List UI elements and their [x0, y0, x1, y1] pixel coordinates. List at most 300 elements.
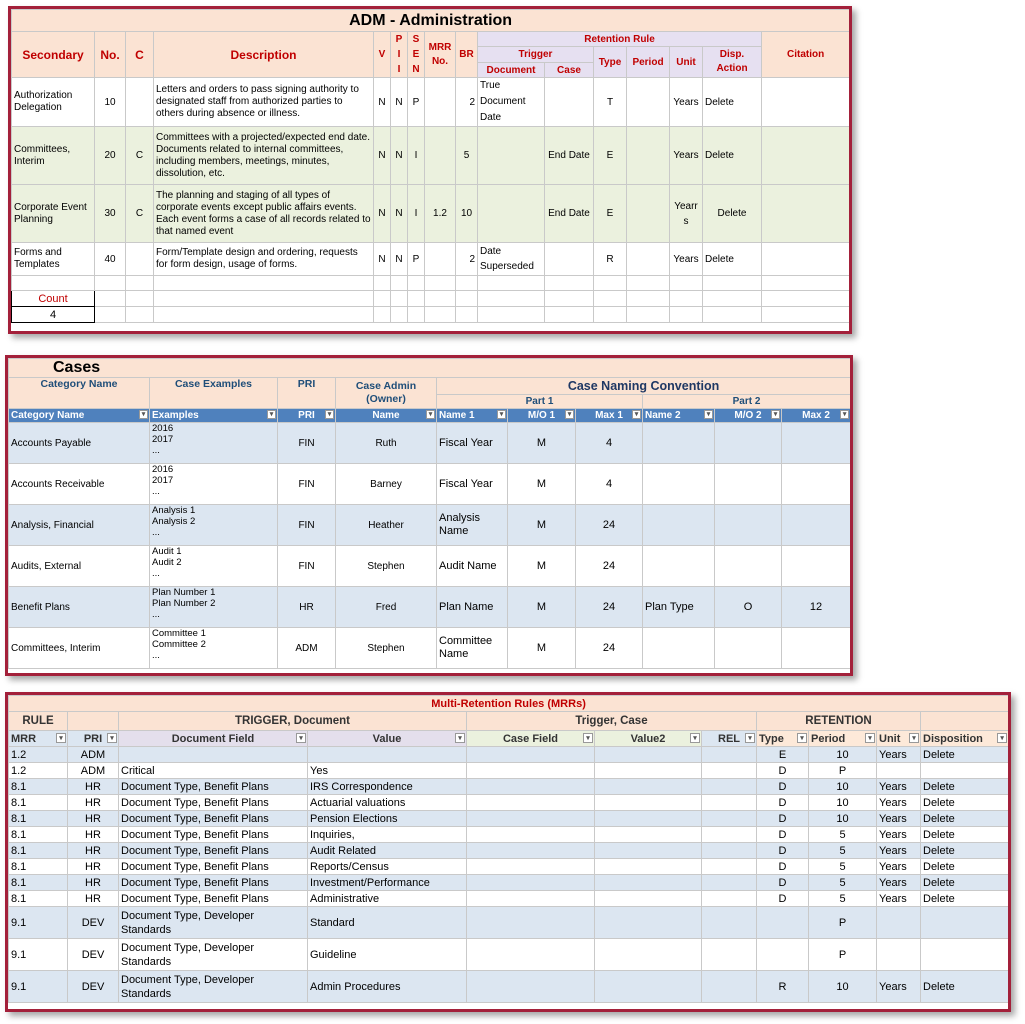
cell-value2[interactable]: [595, 859, 702, 875]
cell-rel[interactable]: [702, 827, 757, 843]
cell-c[interactable]: C: [126, 185, 154, 243]
cell-document-field[interactable]: Document Type, Developer Standards: [119, 939, 308, 971]
cell-name-1[interactable]: Fiscal Year: [437, 464, 508, 505]
cell-disp[interactable]: Delete: [703, 185, 762, 243]
cell-max-2[interactable]: [782, 505, 851, 546]
cell-pri[interactable]: HR: [68, 859, 119, 875]
cell-max-2[interactable]: [782, 546, 851, 587]
cell-case-field[interactable]: [467, 843, 595, 859]
table-row[interactable]: [9, 747, 1009, 763]
table-row[interactable]: [12, 127, 850, 185]
filter-mo-1[interactable]: M/O 1 ▾: [508, 409, 576, 423]
cell-pri[interactable]: FIN: [278, 464, 336, 505]
cell-name-1[interactable]: Plan Name: [437, 587, 508, 628]
cell-rel[interactable]: [702, 907, 757, 939]
cell-pri[interactable]: HR: [68, 779, 119, 795]
cell-disposition[interactable]: [921, 907, 1009, 939]
cell-rel[interactable]: [702, 843, 757, 859]
filter-max-2[interactable]: Max 2 ▾: [782, 409, 851, 423]
cell-rel[interactable]: [702, 779, 757, 795]
cell-value[interactable]: Audit Related: [308, 843, 467, 859]
dropdown-icon[interactable]: ▾: [704, 410, 713, 419]
cell-type[interactable]: D: [757, 795, 809, 811]
table-row[interactable]: [9, 779, 1009, 795]
cell-max-2[interactable]: 12: [782, 587, 851, 628]
filter-period[interactable]: Period ▾: [809, 731, 877, 747]
table-row[interactable]: [9, 859, 1009, 875]
cell-type[interactable]: D: [757, 859, 809, 875]
cell-rel[interactable]: [702, 939, 757, 971]
cell-document-field[interactable]: Document Type, Benefit Plans: [119, 827, 308, 843]
cell-disposition[interactable]: Delete: [921, 795, 1009, 811]
cell-value[interactable]: Actuarial valuations: [308, 795, 467, 811]
dropdown-icon[interactable]: ▾: [296, 733, 306, 743]
cell-name-2[interactable]: [643, 628, 715, 669]
cell-disposition[interactable]: Delete: [921, 843, 1009, 859]
cell-case-field[interactable]: [467, 939, 595, 971]
cell-disposition[interactable]: Delete: [921, 971, 1009, 1003]
cell-period[interactable]: 5: [809, 891, 877, 907]
table-row[interactable]: [9, 891, 1009, 907]
cell-name-1[interactable]: Analysis Name: [437, 505, 508, 546]
dropdown-icon[interactable]: ▾: [267, 410, 276, 419]
table-row[interactable]: [12, 78, 850, 127]
cell-case-field[interactable]: [467, 971, 595, 1003]
cell-value2[interactable]: [595, 747, 702, 763]
cell-period[interactable]: 10: [809, 971, 877, 1003]
cell-period[interactable]: [627, 243, 670, 276]
cell-mo-1[interactable]: M: [508, 505, 576, 546]
cell-mo-2[interactable]: [715, 464, 782, 505]
cell-br[interactable]: 2: [456, 243, 478, 276]
cell-br[interactable]: 5: [456, 127, 478, 185]
dropdown-icon[interactable]: ▾: [632, 410, 641, 419]
cell-pri[interactable]: HR: [278, 587, 336, 628]
cell-pii[interactable]: N: [391, 127, 408, 185]
cell-pri[interactable]: ADM: [68, 747, 119, 763]
cell-category[interactable]: Analysis, Financial: [9, 505, 150, 546]
cell-description[interactable]: Form/Template design and ordering, requests for form design, usage of forms.: [154, 243, 374, 276]
table-row[interactable]: [9, 843, 1009, 859]
cell-rel[interactable]: [702, 859, 757, 875]
filter-rel[interactable]: REL ▾: [702, 731, 757, 747]
filter-max-1[interactable]: Max 1 ▾: [576, 409, 643, 423]
cell-description[interactable]: Letters and orders to pass signing authority to designated staff from authorized parties to others during absence or illness.: [154, 78, 374, 127]
cell-value2[interactable]: [595, 811, 702, 827]
filter-type[interactable]: Type ▾: [757, 731, 809, 747]
cell-value[interactable]: Inquiries,: [308, 827, 467, 843]
cell-value[interactable]: Investment/Performance: [308, 875, 467, 891]
cell-value2[interactable]: [595, 795, 702, 811]
filter-name-2[interactable]: Name 2 ▾: [643, 409, 715, 423]
cell-period[interactable]: 5: [809, 827, 877, 843]
cell-type[interactable]: D: [757, 763, 809, 779]
cell-value2[interactable]: [595, 907, 702, 939]
cell-value2[interactable]: [595, 939, 702, 971]
cell-mrr[interactable]: [425, 78, 456, 127]
cell-disposition[interactable]: [921, 939, 1009, 971]
cell-mrr[interactable]: 8.1: [9, 891, 68, 907]
cell-type[interactable]: E: [594, 185, 627, 243]
cell-v[interactable]: N: [374, 127, 391, 185]
cell-mrr[interactable]: 8.1: [9, 859, 68, 875]
cell-disposition[interactable]: [921, 763, 1009, 779]
table-row[interactable]: [9, 811, 1009, 827]
table-row[interactable]: [12, 185, 850, 243]
cell-max-1[interactable]: 24: [576, 587, 643, 628]
cell-period[interactable]: [627, 78, 670, 127]
dropdown-icon[interactable]: ▾: [997, 733, 1007, 743]
cell-category[interactable]: Accounts Payable: [9, 423, 150, 464]
cell-citation[interactable]: [762, 185, 850, 243]
dropdown-icon[interactable]: ▾: [565, 410, 574, 419]
cell-no[interactable]: 40: [95, 243, 126, 276]
cell-examples[interactable]: Audit 1 Audit 2 ...: [150, 546, 278, 587]
cell-value[interactable]: Administrative: [308, 891, 467, 907]
cell-period[interactable]: 5: [809, 843, 877, 859]
cell-pri[interactable]: FIN: [278, 423, 336, 464]
table-row[interactable]: [9, 795, 1009, 811]
cell-mo-1[interactable]: M: [508, 464, 576, 505]
dropdown-icon[interactable]: ▾: [909, 733, 919, 743]
cell-pii[interactable]: N: [391, 185, 408, 243]
cell-value[interactable]: Reports/Census: [308, 859, 467, 875]
cell-unit[interactable]: Years: [877, 811, 921, 827]
cell-name-1[interactable]: Committee Name: [437, 628, 508, 669]
cell-rel[interactable]: [702, 811, 757, 827]
cell-secondary[interactable]: Forms and Templates: [12, 243, 95, 276]
cell-disposition[interactable]: Delete: [921, 779, 1009, 795]
cell-secondary[interactable]: Committees, Interim: [12, 127, 95, 185]
cell-examples[interactable]: 2016 2017 ...: [150, 423, 278, 464]
cell-pri[interactable]: HR: [68, 875, 119, 891]
cell-value[interactable]: [308, 747, 467, 763]
cell-mo-2[interactable]: [715, 546, 782, 587]
cell-type[interactable]: R: [757, 971, 809, 1003]
filter-mrr[interactable]: MRR ▾: [9, 731, 68, 747]
cell-value2[interactable]: [595, 875, 702, 891]
cell-disposition[interactable]: Delete: [921, 891, 1009, 907]
cell-name-2[interactable]: [643, 505, 715, 546]
cell-max-1[interactable]: 24: [576, 505, 643, 546]
table-row[interactable]: [9, 971, 1009, 1003]
cell-document[interactable]: Date Superseded: [478, 243, 545, 276]
table-row[interactable]: [9, 464, 851, 505]
cell-document[interactable]: [478, 185, 545, 243]
cell-no[interactable]: 10: [95, 78, 126, 127]
cell-c[interactable]: [126, 243, 154, 276]
cell-period[interactable]: 10: [809, 811, 877, 827]
table-row[interactable]: [9, 939, 1009, 971]
cell-case-field[interactable]: [467, 779, 595, 795]
cell-admin[interactable]: Ruth: [336, 423, 437, 464]
cell-document-field[interactable]: Document Type, Benefit Plans: [119, 891, 308, 907]
cell-pri[interactable]: ADM: [278, 628, 336, 669]
filter-category-name[interactable]: Category Name ▾: [9, 409, 150, 423]
cell-unit[interactable]: Years: [877, 747, 921, 763]
cell-unit[interactable]: [877, 907, 921, 939]
cell-rel[interactable]: [702, 971, 757, 1003]
cell-value2[interactable]: [595, 891, 702, 907]
dropdown-icon[interactable]: ▾: [583, 733, 593, 743]
cell-unit[interactable]: [877, 939, 921, 971]
cell-rel[interactable]: [702, 795, 757, 811]
cell-examples[interactable]: Analysis 1 Analysis 2 ...: [150, 505, 278, 546]
cell-type[interactable]: T: [594, 78, 627, 127]
cell-no[interactable]: 20: [95, 127, 126, 185]
cell-case[interactable]: End Date: [545, 127, 594, 185]
cell-value[interactable]: Standard: [308, 907, 467, 939]
cell-case-field[interactable]: [467, 811, 595, 827]
cell-mrr[interactable]: 8.1: [9, 811, 68, 827]
cell-period[interactable]: 10: [809, 795, 877, 811]
table-row[interactable]: [9, 907, 1009, 939]
cell-no[interactable]: 30: [95, 185, 126, 243]
cell-type[interactable]: D: [757, 779, 809, 795]
cell-unit[interactable]: Yearr s: [670, 185, 703, 243]
table-row[interactable]: [9, 587, 851, 628]
cell-mo-1[interactable]: M: [508, 587, 576, 628]
cell-pri[interactable]: DEV: [68, 971, 119, 1003]
cell-pri[interactable]: HR: [68, 843, 119, 859]
cell-mrr[interactable]: 9.1: [9, 939, 68, 971]
dropdown-icon[interactable]: ▾: [107, 733, 117, 743]
cell-pri[interactable]: HR: [68, 795, 119, 811]
cell-type[interactable]: R: [594, 243, 627, 276]
cell-unit[interactable]: Years: [877, 859, 921, 875]
cell-type[interactable]: D: [757, 891, 809, 907]
cell-case-field[interactable]: [467, 875, 595, 891]
cell-examples[interactable]: Plan Number 1 Plan Number 2 ...: [150, 587, 278, 628]
cell-document-field[interactable]: [119, 747, 308, 763]
cell-unit[interactable]: Years: [877, 827, 921, 843]
filter-unit[interactable]: Unit ▾: [877, 731, 921, 747]
cell-mrr[interactable]: 8.1: [9, 779, 68, 795]
cell-pii[interactable]: N: [391, 78, 408, 127]
cell-mrr[interactable]: 8.1: [9, 795, 68, 811]
dropdown-icon[interactable]: ▾: [690, 733, 700, 743]
cell-examples[interactable]: 2016 2017 ...: [150, 464, 278, 505]
cell-secondary[interactable]: Authorization Delegation: [12, 78, 95, 127]
cell-citation[interactable]: [762, 243, 850, 276]
cell-mrr[interactable]: [425, 127, 456, 185]
cell-mo-2[interactable]: O: [715, 587, 782, 628]
cell-v[interactable]: N: [374, 243, 391, 276]
cell-value2[interactable]: [595, 843, 702, 859]
cell-unit[interactable]: [877, 763, 921, 779]
cell-unit[interactable]: Years: [877, 875, 921, 891]
cell-description[interactable]: Committees with a projected/expected end date. Documents related to internal committees, including members, meetings, minutes, dissolution, etc.: [154, 127, 374, 185]
cell-admin[interactable]: Stephen: [336, 546, 437, 587]
cell-unit[interactable]: Years: [877, 971, 921, 1003]
cell-sen[interactable]: P: [408, 243, 425, 276]
cell-document-field[interactable]: Document Type, Benefit Plans: [119, 811, 308, 827]
cell-admin[interactable]: Stephen: [336, 628, 437, 669]
cell-unit[interactable]: Years: [877, 843, 921, 859]
cell-rel[interactable]: [702, 891, 757, 907]
cell-document-field[interactable]: Document Type, Benefit Plans: [119, 843, 308, 859]
cell-value[interactable]: Yes: [308, 763, 467, 779]
cell-examples[interactable]: Committee 1 Committee 2 ...: [150, 628, 278, 669]
table-row[interactable]: [9, 628, 851, 669]
cell-name-2[interactable]: Plan Type: [643, 587, 715, 628]
cell-sen[interactable]: I: [408, 127, 425, 185]
cell-mrr[interactable]: 8.1: [9, 875, 68, 891]
cell-case-field[interactable]: [467, 827, 595, 843]
cell-type[interactable]: D: [757, 827, 809, 843]
cell-document-field[interactable]: Document Type, Developer Standards: [119, 907, 308, 939]
cell-unit[interactable]: Years: [877, 795, 921, 811]
cell-pri[interactable]: DEV: [68, 907, 119, 939]
table-row[interactable]: [9, 875, 1009, 891]
cell-mrr[interactable]: 9.1: [9, 971, 68, 1003]
filter-pri[interactable]: PRI ▾: [278, 409, 336, 423]
cell-citation[interactable]: [762, 78, 850, 127]
dropdown-icon[interactable]: ▾: [865, 733, 875, 743]
cell-value[interactable]: Admin Procedures: [308, 971, 467, 1003]
dropdown-icon[interactable]: ▾: [840, 410, 849, 419]
cell-document-field[interactable]: Critical: [119, 763, 308, 779]
cell-unit[interactable]: Years: [877, 891, 921, 907]
cell-value2[interactable]: [595, 827, 702, 843]
cell-max-1[interactable]: 24: [576, 546, 643, 587]
cell-mrr[interactable]: 8.1: [9, 843, 68, 859]
cell-sen[interactable]: I: [408, 185, 425, 243]
cell-mrr[interactable]: [425, 243, 456, 276]
cell-period[interactable]: 5: [809, 875, 877, 891]
cell-pri[interactable]: HR: [68, 827, 119, 843]
cell-rel[interactable]: [702, 763, 757, 779]
cell-name-2[interactable]: [643, 464, 715, 505]
cell-mrr[interactable]: 9.1: [9, 907, 68, 939]
cell-max-1[interactable]: 4: [576, 464, 643, 505]
cell-mo-2[interactable]: [715, 423, 782, 464]
dropdown-icon[interactable]: ▾: [771, 410, 780, 419]
cell-v[interactable]: N: [374, 78, 391, 127]
cell-max-2[interactable]: [782, 628, 851, 669]
dropdown-icon[interactable]: ▾: [455, 733, 465, 743]
cell-disposition[interactable]: Delete: [921, 747, 1009, 763]
cell-max-1[interactable]: 24: [576, 628, 643, 669]
filter-value[interactable]: Value ▾: [308, 731, 467, 747]
cell-max-2[interactable]: [782, 464, 851, 505]
cell-period[interactable]: 5: [809, 859, 877, 875]
cell-mo-1[interactable]: M: [508, 546, 576, 587]
cell-document-field[interactable]: Document Type, Benefit Plans: [119, 795, 308, 811]
cell-disp[interactable]: Delete: [703, 127, 762, 185]
cell-disp[interactable]: Delete: [703, 243, 762, 276]
cell-case-field[interactable]: [467, 859, 595, 875]
filter-examples[interactable]: Examples ▾: [150, 409, 278, 423]
cell-description[interactable]: The planning and staging of all types of corporate events except public affairs events. Each event forms a case of all records related to that named event: [154, 185, 374, 243]
dropdown-icon[interactable]: ▾: [745, 733, 755, 743]
filter-disposition[interactable]: Disposition ▾: [921, 731, 1009, 747]
cell-br[interactable]: 10: [456, 185, 478, 243]
cell-case-field[interactable]: [467, 795, 595, 811]
cell-pri[interactable]: FIN: [278, 546, 336, 587]
dropdown-icon[interactable]: ▾: [797, 733, 807, 743]
cell-mo-1[interactable]: M: [508, 423, 576, 464]
cell-type[interactable]: E: [594, 127, 627, 185]
cell-category[interactable]: Benefit Plans: [9, 587, 150, 628]
cell-pri[interactable]: FIN: [278, 505, 336, 546]
cell-mo-1[interactable]: M: [508, 628, 576, 669]
cell-category[interactable]: Committees, Interim: [9, 628, 150, 669]
cell-sen[interactable]: P: [408, 78, 425, 127]
cell-value[interactable]: IRS Correspondence: [308, 779, 467, 795]
sort-filter-icon[interactable]: ▾: [139, 410, 148, 419]
cell-type[interactable]: D: [757, 843, 809, 859]
cell-document-field[interactable]: Document Type, Benefit Plans: [119, 859, 308, 875]
table-row[interactable]: [9, 546, 851, 587]
dropdown-icon[interactable]: ▾: [497, 410, 506, 419]
cell-document-field[interactable]: Document Type, Benefit Plans: [119, 779, 308, 795]
cell-document-field[interactable]: Document Type, Benefit Plans: [119, 875, 308, 891]
cell-type[interactable]: D: [757, 875, 809, 891]
cell-period[interactable]: P: [809, 763, 877, 779]
table-row[interactable]: [9, 827, 1009, 843]
cell-case-field[interactable]: [467, 763, 595, 779]
cell-period[interactable]: P: [809, 907, 877, 939]
filter-mo-2[interactable]: M/O 2 ▾: [715, 409, 782, 423]
cell-mo-2[interactable]: [715, 505, 782, 546]
cell-pri[interactable]: DEV: [68, 939, 119, 971]
cell-name-1[interactable]: Audit Name: [437, 546, 508, 587]
cell-period[interactable]: [627, 127, 670, 185]
cell-period[interactable]: P: [809, 939, 877, 971]
cell-pii[interactable]: N: [391, 243, 408, 276]
cell-document[interactable]: True Document Date: [478, 78, 545, 127]
cell-mo-2[interactable]: [715, 628, 782, 669]
cell-type[interactable]: E: [757, 747, 809, 763]
cell-period[interactable]: 10: [809, 779, 877, 795]
dropdown-icon[interactable]: ▾: [56, 733, 66, 743]
cell-disposition[interactable]: Delete: [921, 875, 1009, 891]
cell-type[interactable]: [757, 939, 809, 971]
cell-admin[interactable]: Heather: [336, 505, 437, 546]
cell-unit[interactable]: Years: [877, 779, 921, 795]
cell-period[interactable]: 10: [809, 747, 877, 763]
filter-value2[interactable]: Value2 ▾: [595, 731, 702, 747]
filter-name-1[interactable]: Name 1 ▾: [437, 409, 508, 423]
filter-pri[interactable]: PRI ▾: [68, 731, 119, 747]
cell-case-field[interactable]: [467, 747, 595, 763]
cell-max-2[interactable]: [782, 423, 851, 464]
cell-disposition[interactable]: Delete: [921, 811, 1009, 827]
cell-value[interactable]: Pension Elections: [308, 811, 467, 827]
cell-mrr[interactable]: 1.2: [425, 185, 456, 243]
cell-v[interactable]: N: [374, 185, 391, 243]
filter-case-field[interactable]: Case Field ▾: [467, 731, 595, 747]
cell-max-1[interactable]: 4: [576, 423, 643, 464]
cell-name-2[interactable]: [643, 546, 715, 587]
cell-mrr[interactable]: 1.2: [9, 747, 68, 763]
cell-category[interactable]: Audits, External: [9, 546, 150, 587]
cell-case[interactable]: End Date: [545, 185, 594, 243]
cell-value2[interactable]: [595, 763, 702, 779]
cell-c[interactable]: C: [126, 127, 154, 185]
dropdown-icon[interactable]: ▾: [426, 410, 435, 419]
cell-secondary[interactable]: Corporate Event Planning: [12, 185, 95, 243]
cell-disp[interactable]: Delete: [703, 78, 762, 127]
cell-mrr[interactable]: 1.2: [9, 763, 68, 779]
cell-document[interactable]: [478, 127, 545, 185]
cell-name-2[interactable]: [643, 423, 715, 464]
cell-case[interactable]: [545, 78, 594, 127]
cell-value2[interactable]: [595, 779, 702, 795]
cell-period[interactable]: [627, 185, 670, 243]
cell-document-field[interactable]: Document Type, Developer Standards: [119, 971, 308, 1003]
